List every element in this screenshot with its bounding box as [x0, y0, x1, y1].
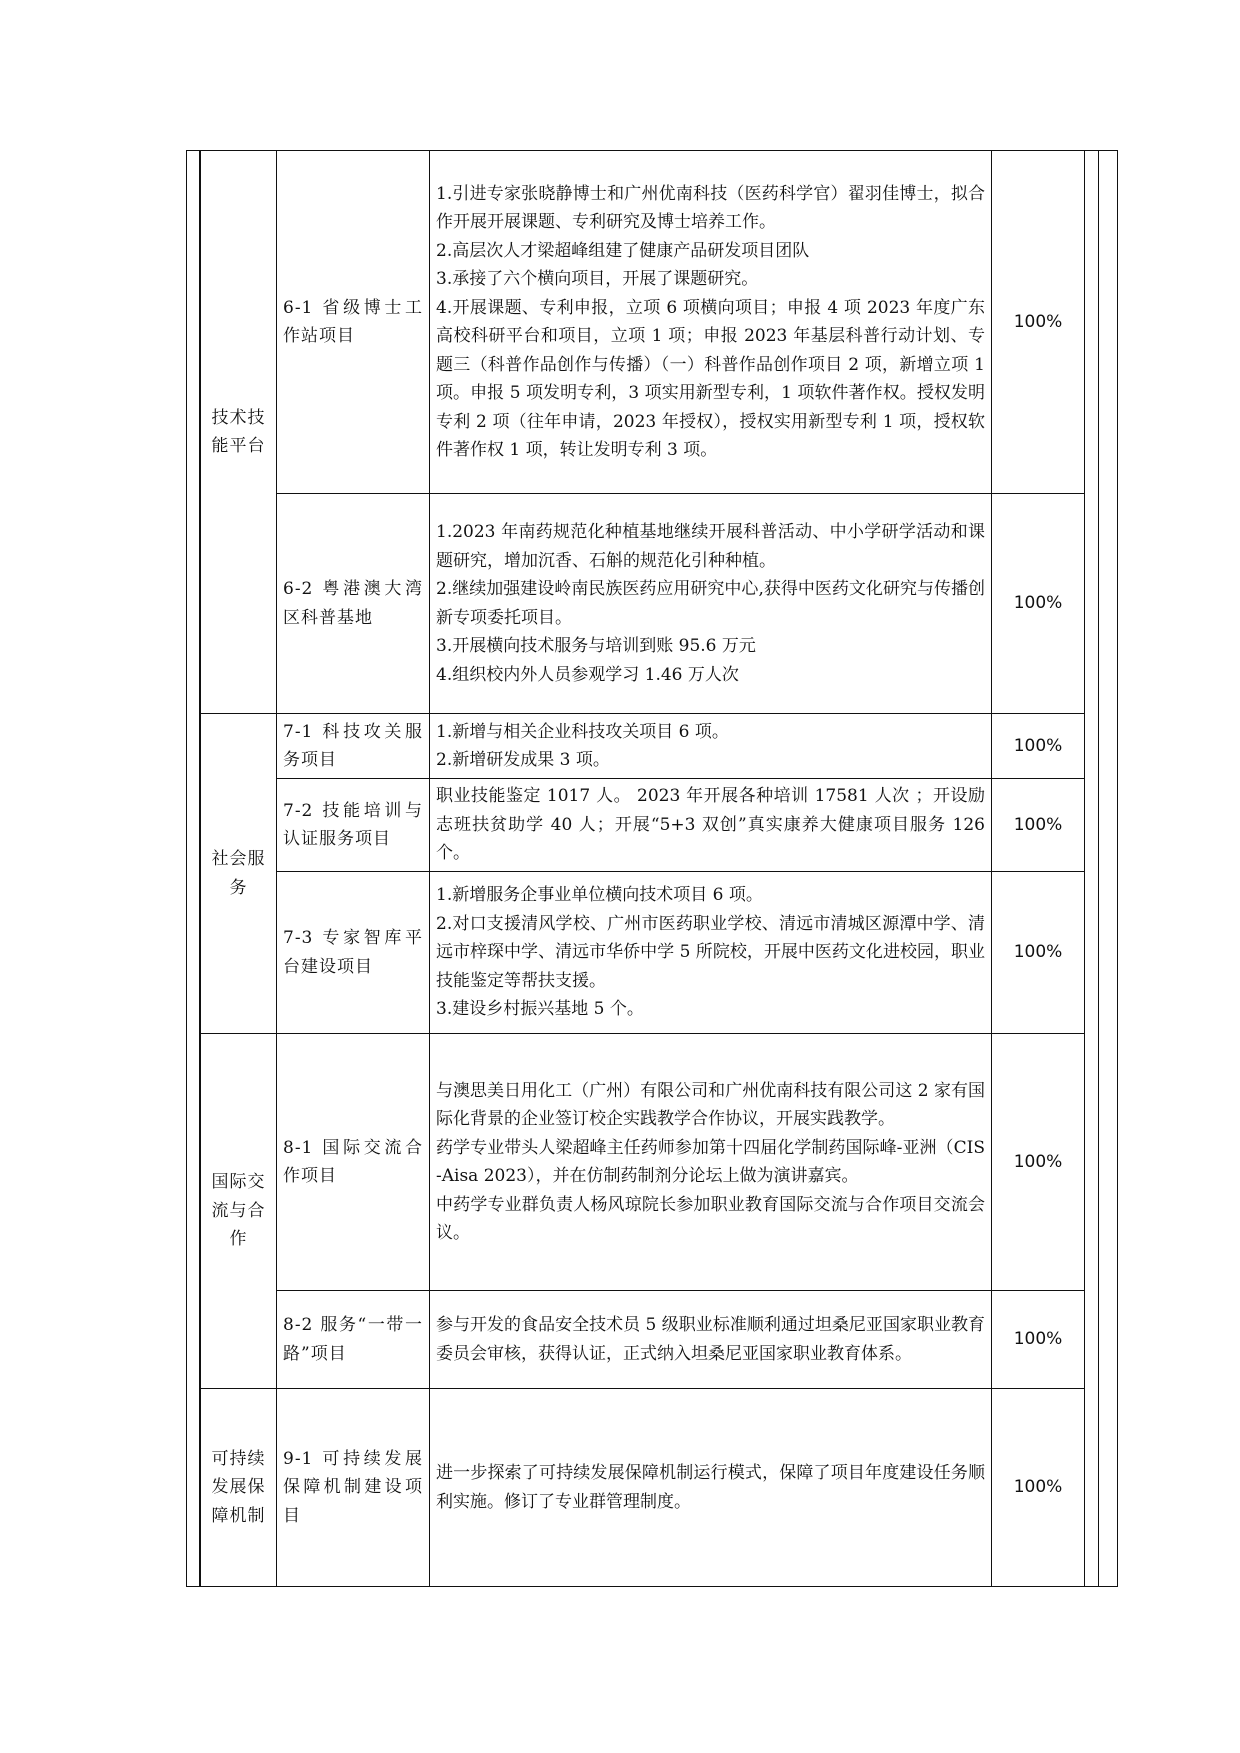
- project-name-cell: 8-1 国际交流合作项目: [277, 1034, 430, 1291]
- detail-line: 1.新增服务企事业单位横向技术项目 6 项。: [436, 885, 763, 906]
- project-detail-cell: [430, 1389, 992, 1587]
- table-row: [201, 151, 1085, 494]
- completion-rate-cell: 100%: [992, 872, 1085, 1034]
- detail-line: 职业技能鉴定 1017 人。 2023 年开展各种培训 17581 人次 ；开设励志班扶贫助学 40 人；开展“5+3 双创”真实康养大健康项目服务 126 个。: [436, 786, 985, 864]
- detail-line: 4.开展课题、专利申报，立项 6 项横向项目；申报 4 项 2023 年度广东高校科研平台和项目，立项 1 项；申报 2023 年基层科普行动计划、专题三（科普作品创作与传播）（一）科普作品创作项目 2 项，新增立项 1 项。申报 5 项发明专利，3 项实用新型专利，1 项软件著作权。授权发明专利 2 项（往年申请，2023 年授权），授权实用新型专利 1 项，授权软件著作权 1 项，转让发明专利 3 项。: [436, 297, 985, 460]
- detail-line: 3.开展横向技术服务与培训到账 95.6 万元: [436, 636, 756, 656]
- project-name-cell: 7-1 科技攻关服务项目: [277, 714, 430, 779]
- completion-rate-cell: 100%: [992, 779, 1085, 872]
- category-cell: 技术技能平台: [201, 151, 277, 714]
- project-detail-cell: [430, 872, 992, 1034]
- completion-rate-cell: 100%: [992, 1389, 1085, 1587]
- project-detail-cell: [430, 494, 992, 714]
- project-name-cell: 7-3 专家智库平台建设项目: [277, 872, 430, 1034]
- table-row: [201, 494, 1085, 714]
- project-name-cell: 8-2 服务“一带一路”项目: [277, 1291, 430, 1389]
- table-row: [201, 872, 1085, 1034]
- project-detail-cell: [430, 151, 992, 494]
- detail-line: 1.引进专家张晓静博士和广州优南科技（医药科学官）翟羽佳博士，拟合作开展开展课题、专利研究及博士培养工作。: [436, 183, 985, 232]
- detail-line: 进一步探索了可持续发展保障机制运行模式，保障了项目年度建设任务顺利实施。修订了专业群管理制度。: [436, 1463, 985, 1512]
- detail-line: 与澳思美日用化工（广州）有限公司和广州优南科技有限公司这 2 家有国际化背景的企业签订校企实践教学合作协议，开展实践教学。: [436, 1080, 985, 1129]
- category-cell: 国际交流与合作: [201, 1034, 277, 1389]
- table-row: [201, 1034, 1085, 1291]
- detail-line: 3.承接了六个横向项目，开展了课题研究。: [436, 269, 759, 289]
- project-detail-cell: [430, 779, 992, 872]
- detail-line: 3.建设乡村振兴基地 5 个。: [436, 999, 644, 1020]
- project-progress-table: [200, 150, 1085, 1587]
- detail-line: 2.对口支援清风学校、广州市医药职业学校、清远市清城区源潭中学、清远市梓琛中学、清远市华侨中学 5 所院校，开展中医药文化进校园，职业技能鉴定等帮扶支援。: [436, 913, 985, 991]
- detail-line: 参与开发的食品安全技术员 5 级职业标准顺利通过坦桑尼亚国家职业教育委员会审核，获得认证，正式纳入坦桑尼亚国家职业教育体系。: [436, 1315, 985, 1364]
- project-detail-cell: [430, 1034, 992, 1291]
- table-row: [201, 1291, 1085, 1389]
- detail-line: 中药学专业群负责人杨风琼院长参加职业教育国际交流与合作项目交流会议。: [436, 1194, 985, 1243]
- project-name-cell: 7-2 技能培训与认证服务项目: [277, 779, 430, 872]
- detail-line: 药学专业带头人梁超峰主任药师参加第十四届化学制药国际峰-亚洲（CIS-Aisa 2023），并在仿制药制剂分论坛上做为演讲嘉宾。: [436, 1137, 985, 1186]
- detail-line: 4.组织校内外人员参观学习 1.46 万人次: [436, 664, 739, 685]
- detail-line: 1.新增与相关企业科技攻关项目 6 项。: [436, 721, 729, 742]
- completion-rate-cell: 100%: [992, 151, 1085, 494]
- completion-rate-cell: 100%: [992, 714, 1085, 779]
- project-detail-cell: [430, 714, 992, 779]
- detail-line: 2.高层次人才梁超峰组建了健康产品研发项目团队: [436, 240, 810, 261]
- detail-line: 2.新增研发成果 3 项。: [436, 750, 610, 770]
- table-row: [201, 779, 1085, 872]
- detail-line: 2.继续加强建设岭南民族医药应用研究中心,获得中医药文化研究与传播创新专项委托项目。: [436, 579, 985, 628]
- document-page-frame: [186, 150, 1118, 1587]
- table-row: [201, 1389, 1085, 1587]
- category-cell: 可持续发展保障机制: [201, 1389, 277, 1587]
- table-row: [201, 714, 1085, 779]
- detail-line: 1.2023 年南药规范化种植基地继续开展科普活动、中小学研学活动和课题研究，增加沉香、石斛的规范化引种种植。: [436, 522, 985, 571]
- completion-rate-cell: 100%: [992, 494, 1085, 714]
- category-cell: 社会服务: [201, 714, 277, 1034]
- project-detail-cell: [430, 1291, 992, 1389]
- completion-rate-cell: 100%: [992, 1291, 1085, 1389]
- project-name-cell: 9-1 可持续发展保障机制建设项目: [277, 1389, 430, 1587]
- completion-rate-cell: 100%: [992, 1034, 1085, 1291]
- project-name-cell: 6-1 省级博士工作站项目: [277, 151, 430, 494]
- project-name-cell: 6-2 粤港澳大湾区科普基地: [277, 494, 430, 714]
